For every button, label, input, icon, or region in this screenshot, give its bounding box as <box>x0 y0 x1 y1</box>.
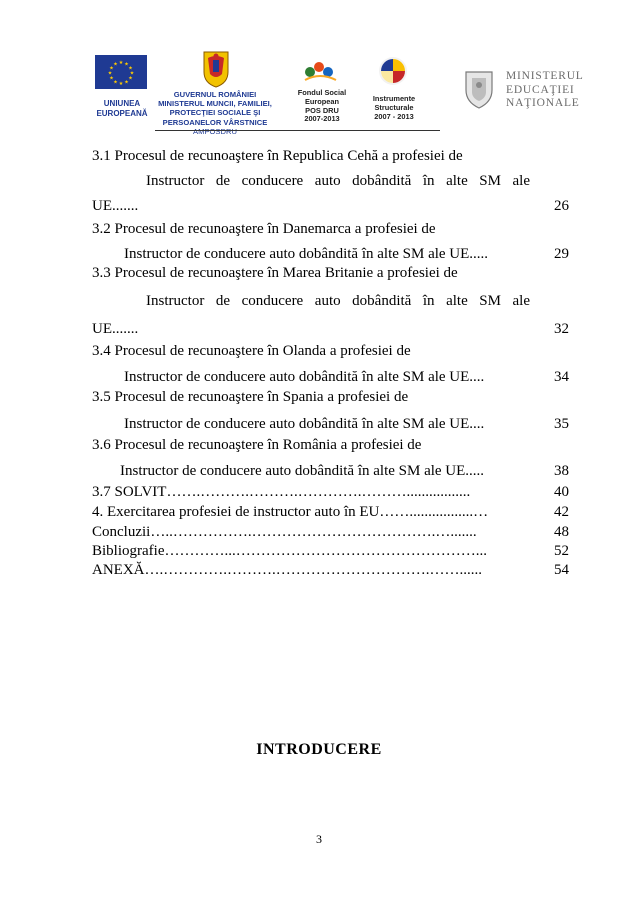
toc-entry-3-2-page: 29 <box>554 246 569 262</box>
eu-label: UNIUNEA EUROPEANĂ <box>96 99 148 118</box>
government-label: GUVERNUL ROMÂNIEI MINISTERUL MUNCII, FAMILIEI, PROTECŢIEI SOCIALE ŞI PERSOANELOR VÂRSTNICE AMPOSDRU <box>158 90 272 136</box>
toc-entry-4-title: 4. Exercitarea profesiei de instructor auto în EU…….................… <box>92 504 489 520</box>
toc-entry-3-1-continuation <box>146 172 530 190</box>
toc-entry-3-5-title: 3.5 Procesul de recunoaştere în Spania a profesiei de <box>92 389 409 405</box>
toc-entry-3-1-title: 3.1 Procesul de recunoaştere în Republica Cehă a profesiei de <box>92 148 463 164</box>
toc-word: auto <box>314 293 341 309</box>
ministry-label: MINISTERUL EDUCAŢIEI NAŢIONALE <box>506 70 584 109</box>
toc-entry-4-page: 42 <box>554 504 569 520</box>
toc-word: alte <box>446 293 468 309</box>
toc-word: de <box>215 293 231 309</box>
toc-entry-3-3-title: 3.3 Procesul de recunoaştere în Marea Britanie a profesiei de <box>92 265 458 281</box>
toc-entry-3-6-continuation: Instructor de conducere auto dobândită în alte SM ale UE..... <box>120 463 485 479</box>
toc-entry-3-4-continuation: Instructor de conducere auto dobândită în alte SM ale UE.... <box>124 369 485 385</box>
page-number: 3 <box>316 832 322 846</box>
toc-word: de <box>215 173 231 189</box>
toc-entry-3-3-tail: UE....... <box>92 321 139 337</box>
toc-entry-bibliografie-page: 52 <box>554 543 569 559</box>
toc-word: conducere <box>241 173 304 189</box>
toc-word: SM <box>479 173 501 189</box>
fse-label: Fondul Social European POS DRU 2007-2013 <box>297 88 347 124</box>
svg-text:★: ★ <box>109 65 114 72</box>
svg-text:★: ★ <box>113 61 118 68</box>
toc-entry-3-6-page: 38 <box>554 463 569 479</box>
structural-instruments-label: Instrumente Structurale 2007 - 2013 <box>372 94 416 121</box>
toc-word: în <box>422 293 435 309</box>
svg-text:★: ★ <box>118 60 124 66</box>
toc-entry-3-4-page: 34 <box>554 369 569 385</box>
toc-entry-concluzii-page: 48 <box>554 524 569 540</box>
svg-text:★: ★ <box>124 79 129 86</box>
toc-entry-3-5-page: 35 <box>554 416 569 432</box>
toc-word: alte <box>446 173 468 189</box>
toc-word: în <box>422 173 435 189</box>
toc-entry-3-4-title: 3.4 Procesul de recunoaştere în Olanda a profesiei de <box>92 343 411 359</box>
svg-text:★: ★ <box>118 81 124 87</box>
toc-word: conducere <box>241 293 304 309</box>
toc-entry-3-1-tail: UE....... <box>92 198 139 214</box>
toc-entry-3-7-page: 40 <box>554 484 569 500</box>
toc-entry-3-1-page: 26 <box>554 198 569 214</box>
section-heading: INTRODUCERE <box>256 741 382 758</box>
svg-text:★: ★ <box>124 61 129 68</box>
toc-word: auto <box>314 173 341 189</box>
toc-entry-anexa-page: 54 <box>554 562 569 578</box>
svg-text:★: ★ <box>128 65 133 72</box>
toc-word: SM <box>479 293 501 309</box>
toc-entry-3-2-title: 3.2 Procesul de recunoaştere în Danemarca a profesiei de <box>92 221 436 237</box>
toc-entry-3-3-continuation <box>146 292 530 310</box>
toc-word: dobândită <box>352 173 412 189</box>
toc-entry-3-3-page: 32 <box>554 321 569 337</box>
svg-text:★: ★ <box>107 70 113 77</box>
toc-entry-concluzii-title: Concluzii…..…………….……………………………….…....... <box>92 524 477 540</box>
toc-entry-3-5-continuation: Instructor de conducere auto dobândită în alte SM ale UE.... <box>124 416 485 432</box>
svg-text:★: ★ <box>128 75 133 82</box>
toc-word: ale <box>512 293 530 309</box>
toc-entry-3-2-continuation: Instructor de conducere auto dobândită în alte SM ale UE..... <box>124 246 489 262</box>
toc-word: dobândită <box>352 293 412 309</box>
toc-word: Instructor <box>146 173 205 189</box>
toc-entry-3-7-title: 3.7 SOLVIT…….……….……….………….………................. <box>92 484 471 500</box>
svg-text:★: ★ <box>129 70 135 77</box>
toc-word: Instructor <box>146 293 205 309</box>
toc-word: ale <box>512 173 530 189</box>
toc-entry-3-6-title: 3.6 Procesul de recunoaştere în România a profesiei de <box>92 437 422 453</box>
svg-text:★: ★ <box>109 75 114 82</box>
svg-text:★: ★ <box>113 79 118 86</box>
toc-entry-bibliografie-title: Bibliografie…………...…………………………………………... <box>92 543 487 559</box>
toc-entry-anexa-title: ANEXĂ….………….……….………………………….……...... <box>92 562 482 578</box>
